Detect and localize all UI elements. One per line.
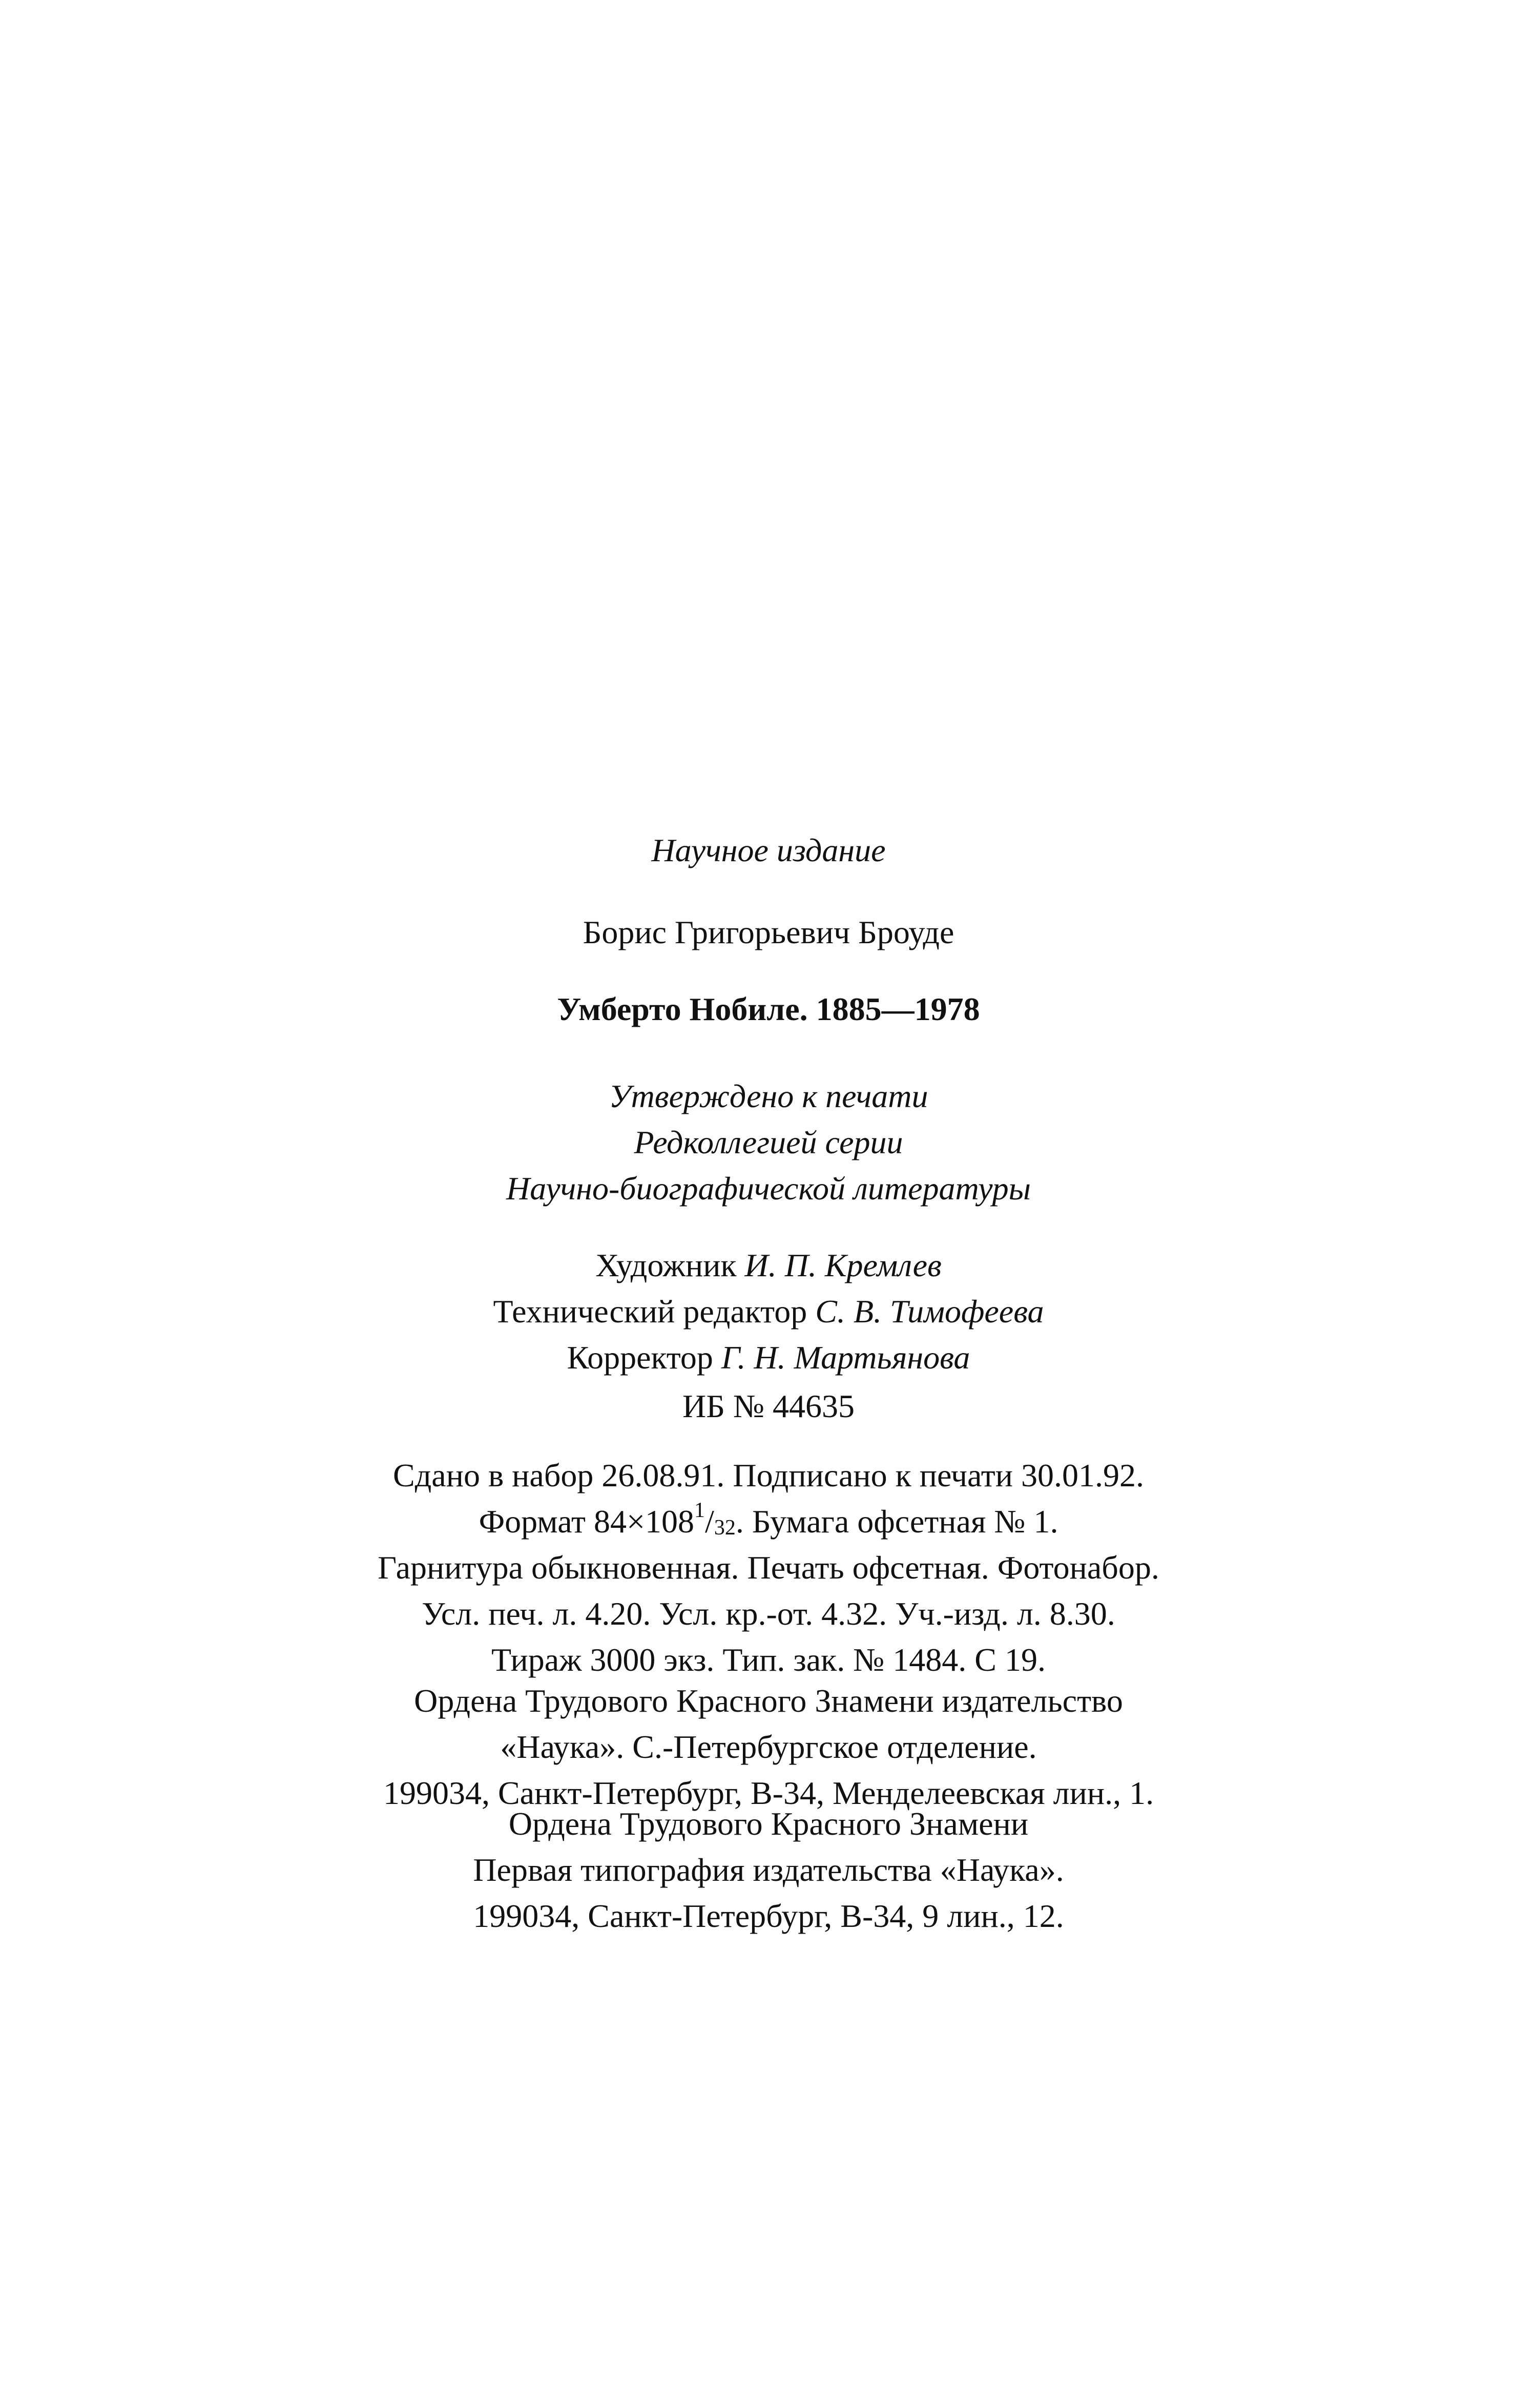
author-name: Борис Григорьевич Броуде [583, 914, 954, 950]
typography-block [0, 1801, 1537, 1939]
approval-line: Утверждено к печати [609, 1078, 928, 1114]
staff-credit-proofreader [0, 1335, 1537, 1381]
print-detail-line: Сдано в набор 26.08.91. Подписано к печати 30.01.92. [393, 1457, 1144, 1493]
staff-name: И. П. Кремлев [744, 1247, 942, 1283]
print-detail-line: Тираж 3000 экз. Тип. зак. № 1484. С 19. [491, 1642, 1046, 1678]
book-title: Умберто Нобиле. 1885—1978 [557, 991, 980, 1027]
format-prefix: Формат 84×108 [479, 1503, 695, 1540]
staff-credits [0, 1242, 1537, 1381]
staff-credit-artist [0, 1242, 1537, 1289]
format-subscript: 32 [714, 1516, 736, 1540]
staff-role: Корректор [567, 1339, 713, 1376]
approval-line: Научно-биографической литературы [506, 1170, 1031, 1207]
print-details [0, 1452, 1537, 1683]
title-block [0, 986, 1537, 1032]
staff-credit-tech-editor [0, 1289, 1537, 1335]
staff-name: Г. Н. Мартьянова [721, 1339, 970, 1376]
series-label: Научное издание [651, 832, 886, 868]
publisher-line: «Наука». С.-Петербургское отделение. [500, 1729, 1037, 1765]
ib-number-block [0, 1383, 1537, 1429]
author-block [0, 909, 1537, 956]
format-suffix: . Бумага офсетная № 1. [735, 1503, 1058, 1540]
publisher-line: Ордена Трудового Красного Знамени издательство [414, 1683, 1123, 1719]
staff-role: Художник [595, 1247, 737, 1283]
format-superscript: 1 [694, 1499, 705, 1522]
approval-block [0, 1073, 1537, 1212]
staff-name: С. В. Тимофеева [815, 1293, 1044, 1330]
print-detail-line: Гарнитура обыкновенная. Печать офсетная. Фотонабор. [378, 1549, 1159, 1586]
print-format-line [0, 1499, 1537, 1545]
ib-number: ИБ № 44635 [682, 1388, 855, 1424]
typography-line: Первая типография издательства «Наука». [473, 1852, 1064, 1888]
approval-line: Редколлегией серии [634, 1124, 903, 1160]
typography-line: Ордена Трудового Красного Знамени [508, 1805, 1029, 1842]
format-slash: / [705, 1503, 714, 1540]
staff-role: Технический редактор [493, 1293, 807, 1330]
series-label-block [0, 827, 1537, 874]
publisher-block [0, 1678, 1537, 1816]
print-detail-line: Усл. печ. л. 4.20. Усл. кр.-от. 4.32. Уч.-изд. л. 8.30. [422, 1595, 1115, 1632]
publisher-line: 199034, Санкт-Петербург, В-34, Менделеевская лин., 1. [383, 1775, 1154, 1811]
typography-line: 199034, Санкт-Петербург, В-34, 9 лин., 12. [473, 1898, 1064, 1934]
